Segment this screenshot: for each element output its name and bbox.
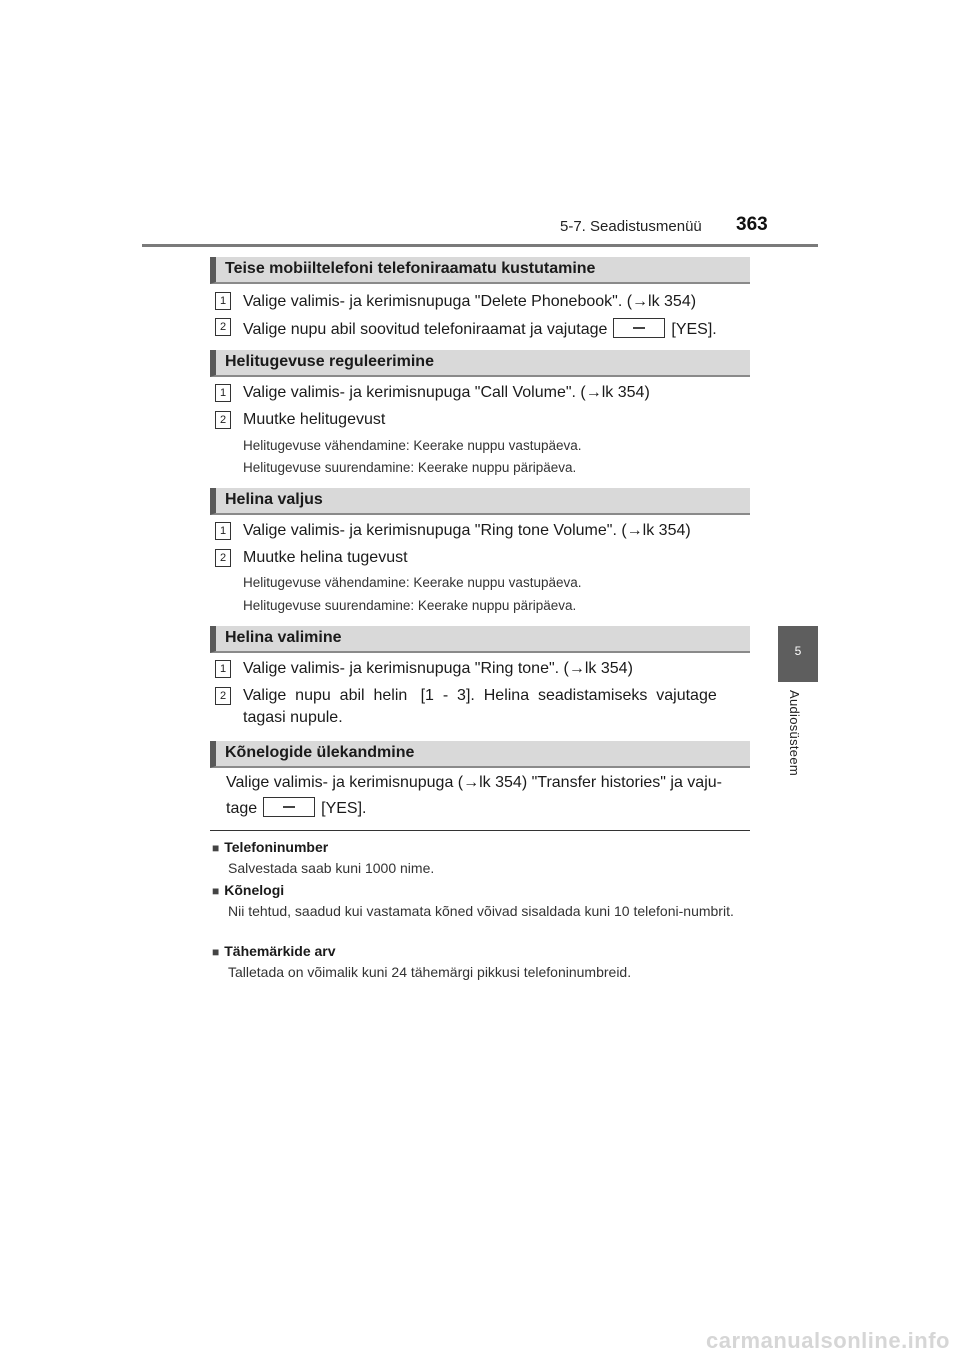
step-text: Valige valimis- ja kerimisnupuga "Ring tone Volume". (→lk 354) [243, 522, 691, 539]
note-text: Helitugevuse suurendamine: Keerake nuppu päripäeva. [243, 598, 577, 613]
watermark: carmanualsonline.info [706, 1328, 950, 1353]
enter-button-icon [263, 797, 315, 817]
section-title: Kõnelogide ülekandmine [225, 744, 415, 761]
info-text: Talletada on võimalik kuni 24 tähemärgi pikkusi telefoninumbreid. [228, 964, 632, 980]
square-bullet-icon: ■ [212, 884, 220, 898]
step-text: Valige valimis- ja kerimisnupuga "Call Volume". (→lk 354) [243, 384, 650, 401]
body-text [226, 797, 367, 819]
info-title [212, 839, 328, 855]
step-text [243, 318, 717, 340]
section-heading-ring-tone [210, 626, 750, 653]
section-title: Helitugevuse reguleerimine [225, 353, 434, 370]
chapter-label: Audiosüsteem [787, 690, 802, 776]
step-text: Muutke helina tugevust [243, 549, 408, 566]
step-text-before: Valige nupu abil soovitud telefoniraamat ja vajutage [243, 321, 608, 338]
section-heading-ring-volume [210, 488, 750, 515]
step-badge: 2 [215, 318, 231, 336]
step-badge: 1 [215, 384, 231, 402]
body-text-before: tage [226, 800, 258, 817]
section-header: 5-7. Seadistusmenüü [560, 218, 702, 235]
section-title: Helina valjus [225, 491, 323, 508]
chapter-number: 5 [794, 644, 802, 658]
step-text: Valige nupu abil helin [1 - 3]. Helina seadistamiseks vajutage [243, 687, 717, 704]
info-divider [210, 830, 750, 831]
step-text: Valige valimis- ja kerimisnupuga "Ring tone". (→lk 354) [243, 660, 633, 677]
header-rule [142, 244, 818, 247]
step-text: Valige valimis- ja kerimisnupuga "Delete Phonebook". (→lk 354) [243, 293, 697, 310]
enter-button-icon [613, 318, 665, 338]
step-badge: 1 [215, 522, 231, 540]
body-text: Valige valimis- ja kerimisnupuga (→lk 354) "Transfer histories" ja vaju- [226, 774, 722, 791]
step-badge: 1 [215, 292, 231, 310]
info-title-text: Tähemärkide arv [224, 943, 336, 959]
chapter-tab [778, 626, 818, 682]
section-heading-transfer-histories [210, 741, 750, 768]
note-text: Helitugevuse vähendamine: Keerake nuppu vastupäeva. [243, 438, 582, 453]
section-heading-call-volume [210, 350, 750, 377]
body-text-after: [YES]. [321, 800, 367, 817]
step-badge: 1 [215, 660, 231, 678]
square-bullet-icon: ■ [212, 945, 220, 959]
page-number: 363 [736, 214, 768, 235]
step-badge: 2 [215, 549, 231, 567]
info-title [212, 882, 284, 898]
info-title-text: Telefoninumber [224, 839, 329, 855]
section-title: Teise mobiiltelefoni telefoniraamatu kustutamine [225, 260, 596, 277]
info-title [212, 943, 336, 959]
step-badge: 2 [215, 687, 231, 705]
section-title: Helina valimine [225, 629, 342, 646]
info-text: Salvestada saab kuni 1000 nime. [228, 860, 435, 876]
step-badge: 2 [215, 411, 231, 429]
note-text: Helitugevuse vähendamine: Keerake nuppu vastupäeva. [243, 575, 582, 590]
step-text: tagasi nupule. [243, 709, 343, 726]
section-heading-delete-phonebook [210, 257, 750, 284]
info-text: Nii tehtud, saadud kui vastamata kõned võivad sisaldada kuni 10 telefoni-numbrit. [228, 903, 734, 919]
info-title-text: Kõnelogi [224, 882, 285, 898]
step-text-after: [YES]. [671, 321, 717, 338]
square-bullet-icon: ■ [212, 841, 220, 855]
note-text: Helitugevuse suurendamine: Keerake nuppu päripäeva. [243, 460, 577, 475]
step-text: Muutke helitugevust [243, 411, 386, 428]
